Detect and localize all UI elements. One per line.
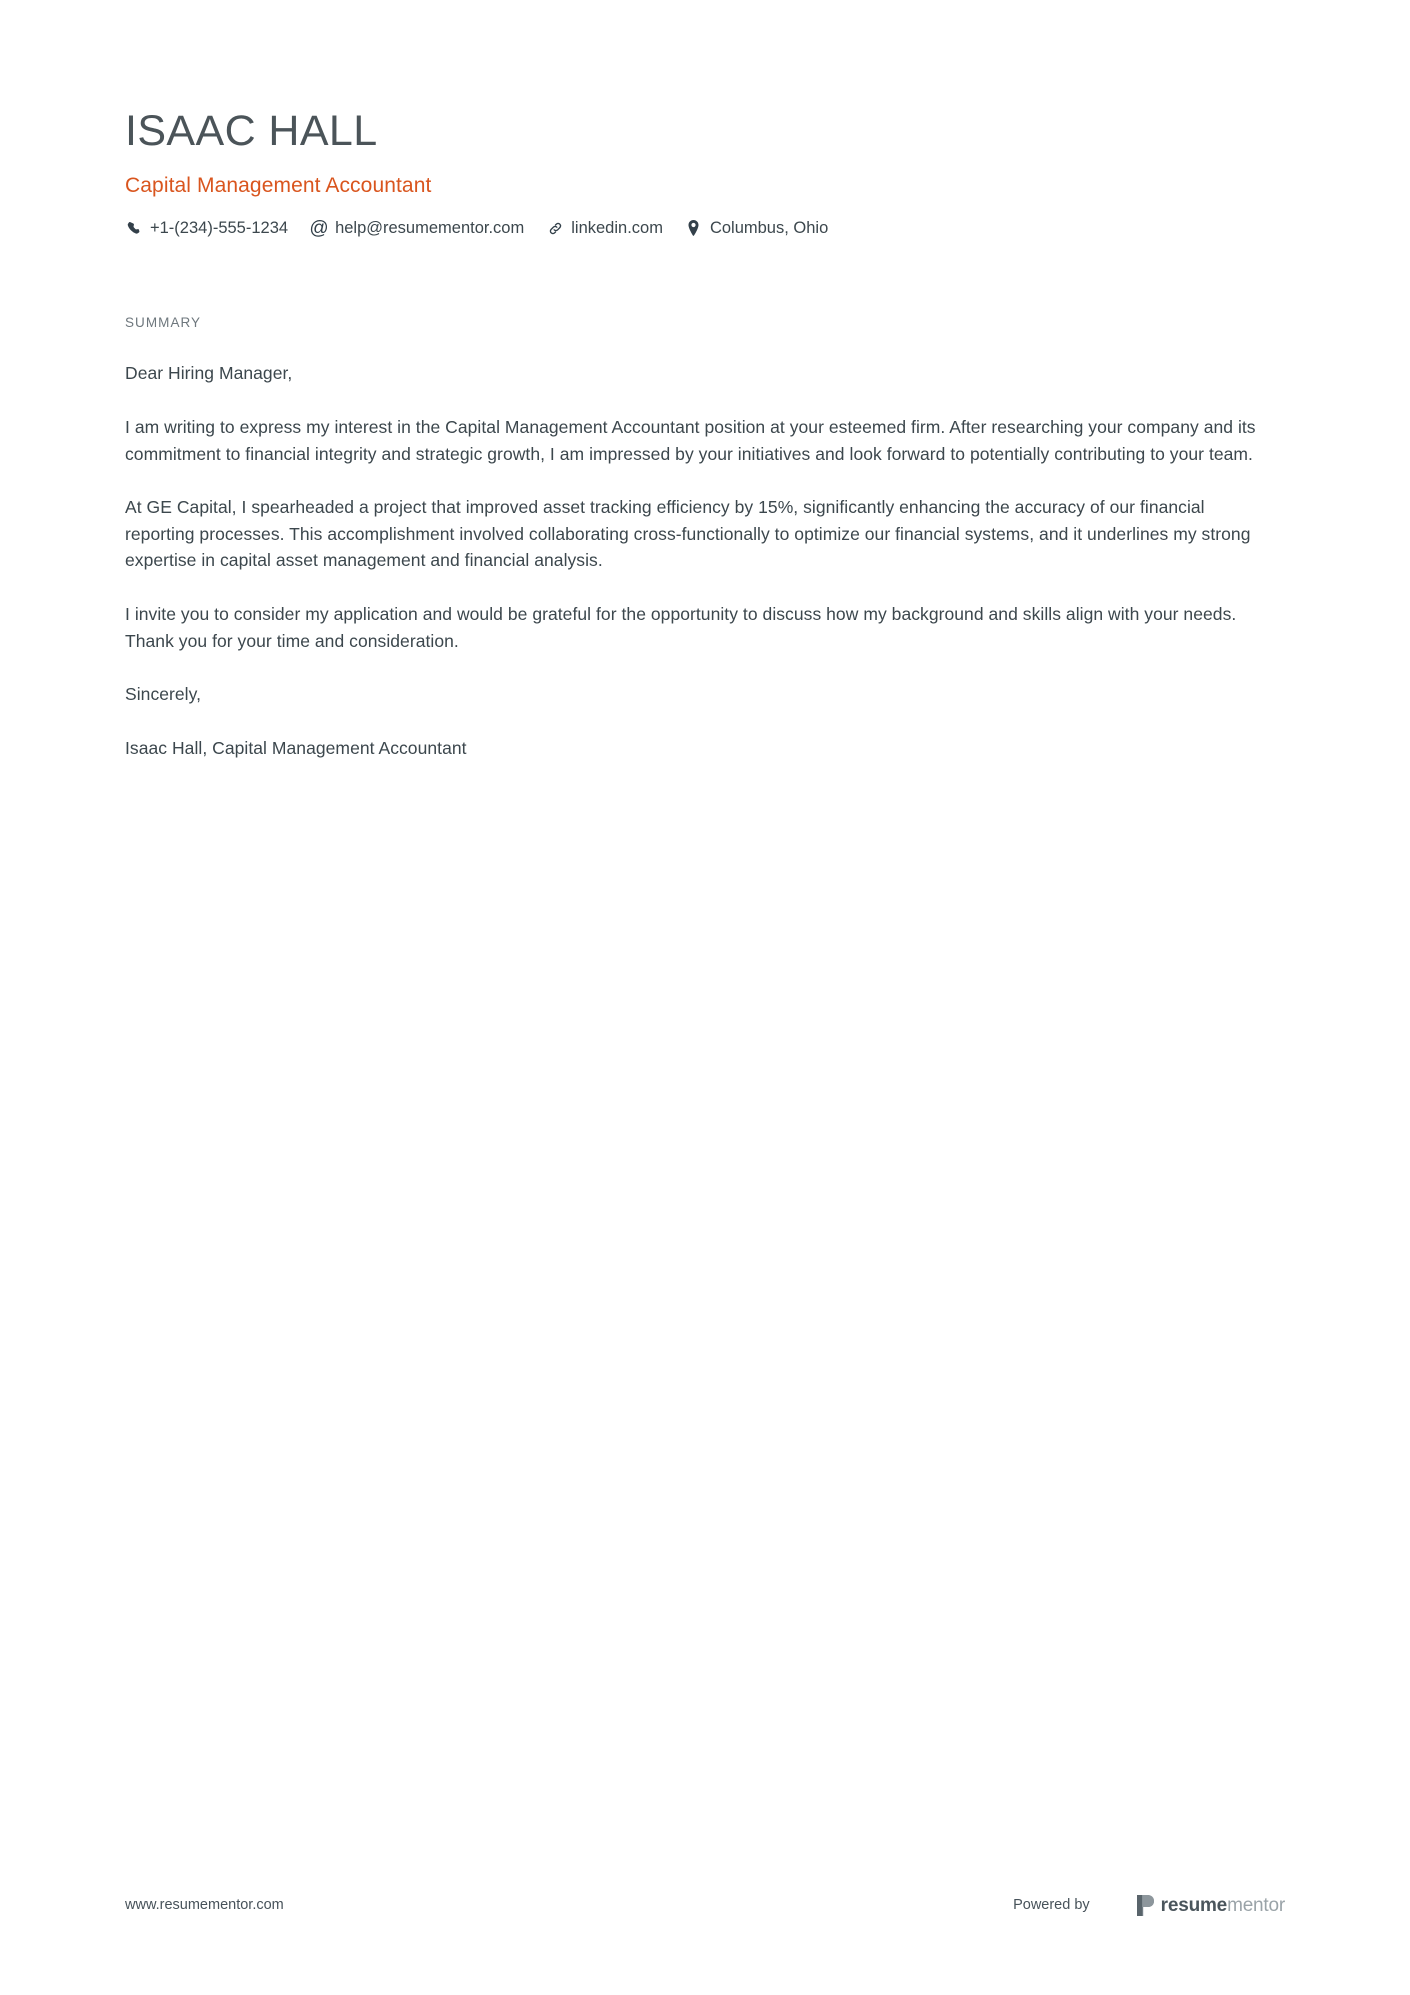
contact-email-value: help@resumementor.com (335, 219, 525, 238)
contact-location (685, 219, 828, 237)
document-footer (125, 1894, 1285, 1917)
letter-salutation: Dear Hiring Manager, (125, 363, 293, 384)
document-header (125, 0, 1270, 237)
powered-by-label: Powered by (1013, 1897, 1090, 1914)
brand-text-bold: resume (1160, 1895, 1228, 1916)
footer-website[interactable]: www.resumementor.com (125, 1897, 284, 1914)
phone-icon (125, 219, 143, 237)
cover-letter-body (125, 360, 1270, 761)
applicant-job-title: Capital Management Accountant (125, 174, 432, 198)
section-label-summary: SUMMARY (125, 315, 202, 331)
resumementor-wordmark (1161, 1896, 1285, 1915)
letter-paragraph-1: I am writing to express my interest in the Capital Management Accountant position at your esteemed firm. After researching your company and its commitment to financial integrity and strategic growth, I am impressed by your initiatives and look forward to potentially contributing to your team. (125, 417, 1256, 464)
at-icon: @ (309, 217, 329, 239)
applicant-name: ISAAC HALL (125, 107, 378, 155)
contact-phone[interactable] (125, 219, 288, 237)
letter-closing: Sincerely, (125, 684, 202, 705)
contact-linkedin-value: linkedin.com (571, 219, 663, 238)
brand-text-light: mentor (1227, 1895, 1285, 1916)
letter-signature: Isaac Hall, Capital Management Accountant (125, 737, 467, 758)
resumementor-mark-icon (1136, 1894, 1155, 1917)
contact-location-value: Columbus, Ohio (709, 219, 829, 238)
contact-email[interactable] (310, 219, 524, 237)
footer-branding (1013, 1894, 1285, 1917)
document-content (125, 0, 1270, 761)
contact-row (125, 219, 1270, 237)
link-icon (546, 219, 564, 237)
map-pin-icon (685, 219, 703, 237)
letter-paragraph-2: At GE Capital, I spearheaded a project that improved asset tracking efficiency by 15%, significantly enhancing the accuracy of our financial reporting processes. This accomplishment involved collaborating cross-functionally to optimize our financial systems, and it underlines my strong expertise in capital asset management and financial analysis. (125, 497, 1251, 571)
contact-phone-value: +1-(234)-555-1234 (150, 219, 289, 238)
contact-linkedin[interactable] (546, 219, 663, 237)
resumementor-logo[interactable] (1136, 1894, 1285, 1917)
letter-paragraph-3: I invite you to consider my application and would be grateful for the opportunity to discuss how my background and skills align with your needs. Thank you for your time and consideration. (125, 604, 1237, 651)
summary-section (125, 315, 1270, 761)
